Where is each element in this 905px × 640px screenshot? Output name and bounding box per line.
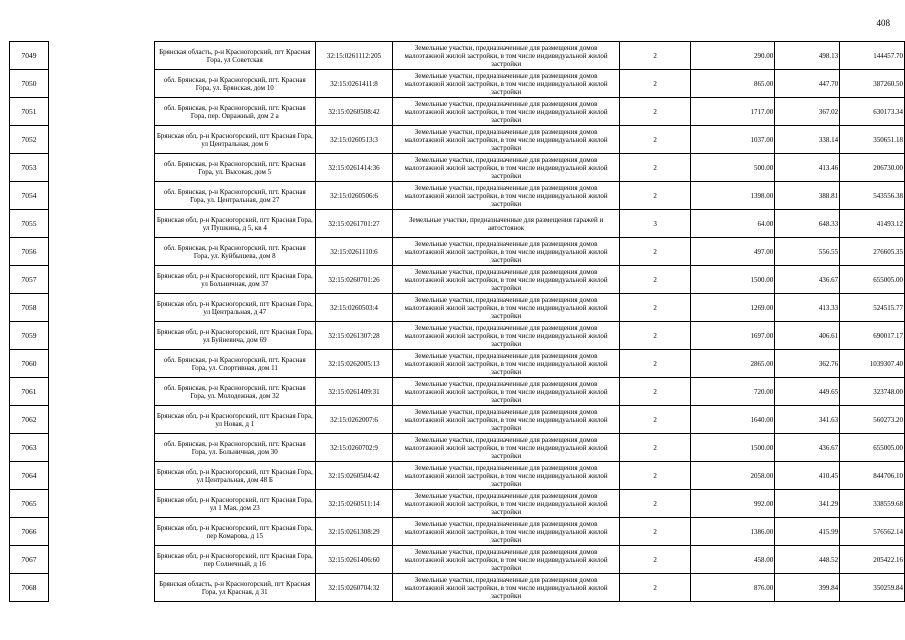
row-number-row: [10, 42, 49, 70]
table-row: [155, 518, 905, 546]
area-cell: 290.00: [691, 42, 775, 70]
cadastral-value-cell: 690017.17: [840, 322, 905, 350]
row-number-row: [10, 266, 49, 294]
area-cell: 500.00: [691, 154, 775, 182]
table-row: [155, 266, 905, 294]
cadastral-number-cell: 32:15:0261112:205: [315, 42, 393, 70]
category-cell: 2: [619, 182, 691, 210]
row-number-row: [10, 126, 49, 154]
table-row: [155, 350, 905, 378]
cadastral-value-cell: 576562.14: [840, 518, 905, 546]
table-row: [155, 126, 905, 154]
cadastral-value-cell: 206730.00: [840, 154, 905, 182]
permitted-use-cell: Земельные участки, предназначенные для размещения домов малоэтажной жилой застройки, в том числе индивидуальной жилой застройки: [393, 294, 619, 322]
row-number-row: [10, 98, 49, 126]
area-cell: 1640.00: [691, 406, 775, 434]
permitted-use-cell: Земельные участки, предназначенные для размещения домов малоэтажной жилой застройки, в том числе индивидуальной жилой застройки: [393, 126, 619, 154]
row-number-cell: 7050: [10, 70, 49, 98]
cadastral-value-cell: 323748.00: [840, 378, 905, 406]
permitted-use-cell: Земельные участки, предназначенные для размещения домов малоэтажной жилой застройки, в том числе индивидуальной жилой застройки: [393, 322, 619, 350]
table-row: [155, 434, 905, 462]
cadastral-number-cell: 32:15:0261411:8: [315, 70, 393, 98]
address-cell: Брянская обл, р-н Красногорский, пгт Красная Гора, ул Буйневича, дом 69: [155, 322, 316, 350]
address-cell: Брянская обл, р-н Красногорский, пгт Красная Гора, пер Солнечный, д 16: [155, 546, 316, 574]
table-row: [155, 294, 905, 322]
area-cell: 720.00: [691, 378, 775, 406]
cadastral-number-cell: 32:15:0260511:14: [315, 490, 393, 518]
cadastral-number-cell: 32:15:0261110:6: [315, 238, 393, 266]
cadastral-number-cell: 32:15:0262005:13: [315, 350, 393, 378]
cadastral-number-cell: 32:15:0261406:60: [315, 546, 393, 574]
address-cell: Брянская обл, р-н Красногорский, пгт Красная Гора, ул Центральная, дом 48 Б: [155, 462, 316, 490]
row-number-cell: 7066: [10, 518, 49, 546]
row-number-row: [10, 210, 49, 238]
row-number-row: [10, 182, 49, 210]
address-cell: Брянская обл, р-н Красногорский, пгт Красная Гора, пер Комарова, д 15: [155, 518, 316, 546]
category-cell: 2: [619, 70, 691, 98]
specific-value-cell: 388.81: [775, 182, 840, 210]
table-row: [155, 182, 905, 210]
permitted-use-cell: Земельные участки, предназначенные для размещения домов малоэтажной жилой застройки, в том числе индивидуальной жилой застройки: [393, 574, 619, 602]
row-number-cell: 7060: [10, 350, 49, 378]
specific-value-cell: 436.67: [775, 434, 840, 462]
row-number-cell: 7068: [10, 574, 49, 602]
row-number-cell: 7062: [10, 406, 49, 434]
cadastral-value-cell: 387260.50: [840, 70, 905, 98]
address-cell: Брянская обл, р-н Красногорский, пгт Красная Гора, ул 1 Мая, дом 23: [155, 490, 316, 518]
row-number-cell: 7053: [10, 154, 49, 182]
category-cell: 2: [619, 294, 691, 322]
area-cell: 2865.00: [691, 350, 775, 378]
permitted-use-cell: Земельные участки, предназначенные для размещения домов малоэтажной жилой застройки, в том числе индивидуальной жилой застройки: [393, 238, 619, 266]
table-row: [155, 378, 905, 406]
cadastral-number-cell: 32:15:0260702:9: [315, 434, 393, 462]
cadastral-number-cell: 32:15:0260503:4: [315, 294, 393, 322]
address-cell: Брянская обл, р-н Красногорский, пгт Красная Гора, ул Центральная, дом 6: [155, 126, 316, 154]
row-number-cell: 7049: [10, 42, 49, 70]
category-cell: 2: [619, 350, 691, 378]
cadastral-value-cell: 655005.00: [840, 434, 905, 462]
cadastral-value-cell: 41493.12: [840, 210, 905, 238]
specific-value-cell: 341.29: [775, 490, 840, 518]
specific-value-cell: 648.33: [775, 210, 840, 238]
area-cell: 865.00: [691, 70, 775, 98]
row-number-row: [10, 322, 49, 350]
table-row: [155, 574, 905, 602]
row-number-row: [10, 574, 49, 602]
category-cell: 2: [619, 490, 691, 518]
cadastral-value-cell: 655005.00: [840, 266, 905, 294]
row-number-cell: 7061: [10, 378, 49, 406]
row-number-cell: 7064: [10, 462, 49, 490]
permitted-use-cell: Земельные участки, предназначенные для размещения домов малоэтажной жилой застройки, в том числе индивидуальной жилой застройки: [393, 490, 619, 518]
cadastral-number-cell: 32:15:0261701:27: [315, 210, 393, 238]
cadastral-value-cell: 543556.38: [840, 182, 905, 210]
specific-value-cell: 436.67: [775, 266, 840, 294]
cadastral-number-cell: 32:15:0260508:42: [315, 98, 393, 126]
specific-value-cell: 448.52: [775, 546, 840, 574]
cadastral-value-cell: 524515.77: [840, 294, 905, 322]
area-cell: 1500.00: [691, 434, 775, 462]
category-cell: 2: [619, 406, 691, 434]
category-cell: 2: [619, 518, 691, 546]
cadastral-value-cell: 276605.35: [840, 238, 905, 266]
permitted-use-cell: Земельные участки, предназначенные для размещения домов малоэтажной жилой застройки, в том числе индивидуальной жилой застройки: [393, 154, 619, 182]
permitted-use-cell: Земельные участки, предназначенные для размещения домов малоэтажной жилой застройки, в том числе индивидуальной жилой застройки: [393, 350, 619, 378]
cadastral-value-cell: 560273.20: [840, 406, 905, 434]
address-cell: Брянская область, р-н Красногорский, пгт Красная Гора, ул Красная, д 31: [155, 574, 316, 602]
area-cell: 64.00: [691, 210, 775, 238]
cadastral-value-cell: 844706.10: [840, 462, 905, 490]
table-row: [155, 154, 905, 182]
specific-value-cell: 410.45: [775, 462, 840, 490]
permitted-use-cell: Земельные участки, предназначенные для размещения домов малоэтажной жилой застройки, в том числе индивидуальной жилой застройки: [393, 42, 619, 70]
address-cell: Брянская обл, р-н Красногорский, пгт Красная Гора, ул Новая, д 1: [155, 406, 316, 434]
category-cell: 2: [619, 546, 691, 574]
specific-value-cell: 449.65: [775, 378, 840, 406]
specific-value-cell: 406.61: [775, 322, 840, 350]
cadastral-value-cell: 144457.70: [840, 42, 905, 70]
address-cell: Брянская обл, р-н Красногорский, пгт Красная Гора, ул Больничная, дом 37: [155, 266, 316, 294]
specific-value-cell: 367.02: [775, 98, 840, 126]
cadastral-number-cell: 32:15:0262007:6: [315, 406, 393, 434]
area-cell: 2058.00: [691, 462, 775, 490]
category-cell: 2: [619, 434, 691, 462]
area-cell: 1386.00: [691, 518, 775, 546]
cadastral-value-cell: 205422.16: [840, 546, 905, 574]
row-number-cell: 7051: [10, 98, 49, 126]
specific-value-cell: 399.84: [775, 574, 840, 602]
specific-value-cell: 338.14: [775, 126, 840, 154]
table-row: [155, 462, 905, 490]
permitted-use-cell: Земельные участки, предназначенные для размещения домов малоэтажной жилой застройки, в том числе индивидуальной жилой застройки: [393, 266, 619, 294]
land-plots-table: [154, 41, 905, 602]
cadastral-number-cell: 32:15:0260504:42: [315, 462, 393, 490]
specific-value-cell: 556.55: [775, 238, 840, 266]
row-number-cell: 7058: [10, 294, 49, 322]
row-number-table: [9, 41, 49, 602]
row-number-row: [10, 518, 49, 546]
specific-value-cell: 413.33: [775, 294, 840, 322]
cadastral-number-cell: 32:15:0261307:28: [315, 322, 393, 350]
table-row: [155, 238, 905, 266]
category-cell: 2: [619, 462, 691, 490]
table-row: [155, 490, 905, 518]
cadastral-number-cell: 32:15:0260513:3: [315, 126, 393, 154]
category-cell: 2: [619, 238, 691, 266]
address-cell: Брянская область, р-н Красногорский, пгт Красная Гора, ул Советская: [155, 42, 316, 70]
address-cell: обл. Брянская, р-н Красногорский, пгт. Красная Гора, ул. Куйбышева, дом 8: [155, 238, 316, 266]
area-cell: 458.00: [691, 546, 775, 574]
address-cell: обл. Брянская, р-н Красногорский, пгт. Красная Гора, ул. Молодежная, дом 32: [155, 378, 316, 406]
table-row: [155, 406, 905, 434]
address-cell: обл. Брянская, р-н Красногорский, пгт. Красная Гора, ул. Больничная, дом 30: [155, 434, 316, 462]
row-number-row: [10, 378, 49, 406]
permitted-use-cell: Земельные участки, предназначенные для размещения домов малоэтажной жилой застройки, в том числе индивидуальной жилой застройки: [393, 518, 619, 546]
permitted-use-cell: Земельные участки, предназначенные для размещения домов малоэтажной жилой застройки, в том числе индивидуальной жилой застройки: [393, 182, 619, 210]
address-cell: обл. Брянская, р-н Красногорский, пгт. Красная Гора, ул. Брянская, дом 10: [155, 70, 316, 98]
table-row: [155, 98, 905, 126]
category-cell: 2: [619, 126, 691, 154]
category-cell: 2: [619, 322, 691, 350]
table-row: [155, 322, 905, 350]
specific-value-cell: 362.76: [775, 350, 840, 378]
permitted-use-cell: Земельные участки, предназначенные для размещения домов малоэтажной жилой застройки, в том числе индивидуальной жилой застройки: [393, 434, 619, 462]
cadastral-number-cell: 32:15:0261414:36: [315, 154, 393, 182]
address-cell: обл. Брянская, р-н Красногорский, пгт. Красная Гора, пер. Овражный, дом 2 а: [155, 98, 316, 126]
cadastral-value-cell: 350651.18: [840, 126, 905, 154]
page-number: 408: [876, 18, 890, 28]
row-number-cell: 7054: [10, 182, 49, 210]
row-number-row: [10, 462, 49, 490]
address-cell: обл. Брянская, р-н Красногорский, пгт. Красная Гора, ул. Высокая, дом 5: [155, 154, 316, 182]
area-cell: 876.00: [691, 574, 775, 602]
address-cell: обл. Брянская, р-н Красногорский, пгт. Красная Гора, ул. Спортивная, дом 11: [155, 350, 316, 378]
category-cell: 2: [619, 154, 691, 182]
row-number-row: [10, 294, 49, 322]
permitted-use-cell: Земельные участки, предназначенные для размещения домов малоэтажной жилой застройки, в том числе индивидуальной жилой застройки: [393, 462, 619, 490]
table-row: [155, 42, 905, 70]
area-cell: 1717.00: [691, 98, 775, 126]
row-number-cell: 7055: [10, 210, 49, 238]
row-number-cell: 7065: [10, 490, 49, 518]
table-row: [155, 210, 905, 238]
category-cell: 2: [619, 266, 691, 294]
table-row: [155, 546, 905, 574]
area-cell: 1398.00: [691, 182, 775, 210]
row-number-row: [10, 154, 49, 182]
specific-value-cell: 413.46: [775, 154, 840, 182]
row-number-row: [10, 70, 49, 98]
permitted-use-cell: Земельные участки, предназначенные для размещения домов малоэтажной жилой застройки, в том числе индивидуальной жилой застройки: [393, 378, 619, 406]
row-number-row: [10, 434, 49, 462]
row-number-row: [10, 546, 49, 574]
permitted-use-cell: Земельные участки, предназначенные для размещения домов малоэтажной жилой застройки, в том числе индивидуальной жилой застройки: [393, 98, 619, 126]
row-number-cell: 7067: [10, 546, 49, 574]
cadastral-value-cell: 350259.84: [840, 574, 905, 602]
permitted-use-cell: Земельные участки, предназначенные для размещения гаражей и автостоянок: [393, 210, 619, 238]
category-cell: 3: [619, 210, 691, 238]
cadastral-number-cell: 32:15:0261409:31: [315, 378, 393, 406]
cadastral-value-cell: 338559.68: [840, 490, 905, 518]
cadastral-number-cell: 32:15:0260506:6: [315, 182, 393, 210]
cadastral-number-cell: 32:15:0260704:32: [315, 574, 393, 602]
area-cell: 497.00: [691, 238, 775, 266]
category-cell: 2: [619, 42, 691, 70]
area-cell: 1037.00: [691, 126, 775, 154]
address-cell: обл. Брянская, р-н Красногорский, пгт. Красная Гора, ул. Центральная, дом 27: [155, 182, 316, 210]
cadastral-value-cell: 1039307.40: [840, 350, 905, 378]
specific-value-cell: 341.63: [775, 406, 840, 434]
category-cell: 2: [619, 378, 691, 406]
area-cell: 1697.00: [691, 322, 775, 350]
row-number-cell: 7059: [10, 322, 49, 350]
area-cell: 1500.00: [691, 266, 775, 294]
category-cell: 2: [619, 98, 691, 126]
row-number-row: [10, 238, 49, 266]
cadastral-number-cell: 32:15:0261308:29: [315, 518, 393, 546]
address-cell: Брянская обл, р-н Красногорский, пгт Красная Гора, ул Пушкина, д 5, кв 4: [155, 210, 316, 238]
row-number-row: [10, 490, 49, 518]
area-cell: 992.00: [691, 490, 775, 518]
address-cell: Брянская обл, р-н Красногорский, пгт Красная Гора, ул Центральная, д 47: [155, 294, 316, 322]
row-number-cell: 7056: [10, 238, 49, 266]
row-number-cell: 7057: [10, 266, 49, 294]
table-row: [155, 70, 905, 98]
row-number-row: [10, 350, 49, 378]
specific-value-cell: 415.99: [775, 518, 840, 546]
cadastral-value-cell: 630173.34: [840, 98, 905, 126]
permitted-use-cell: Земельные участки, предназначенные для размещения домов малоэтажной жилой застройки, в том числе индивидуальной жилой застройки: [393, 406, 619, 434]
category-cell: 2: [619, 574, 691, 602]
specific-value-cell: 498.13: [775, 42, 840, 70]
area-cell: 1269.00: [691, 294, 775, 322]
cadastral-number-cell: 32:15:0260701:26: [315, 266, 393, 294]
specific-value-cell: 447.70: [775, 70, 840, 98]
permitted-use-cell: Земельные участки, предназначенные для размещения домов малоэтажной жилой застройки, в том числе индивидуальной жилой застройки: [393, 546, 619, 574]
row-number-row: [10, 406, 49, 434]
row-number-cell: 7052: [10, 126, 49, 154]
row-number-cell: 7063: [10, 434, 49, 462]
permitted-use-cell: Земельные участки, предназначенные для размещения домов малоэтажной жилой застройки, в том числе индивидуальной жилой застройки: [393, 70, 619, 98]
